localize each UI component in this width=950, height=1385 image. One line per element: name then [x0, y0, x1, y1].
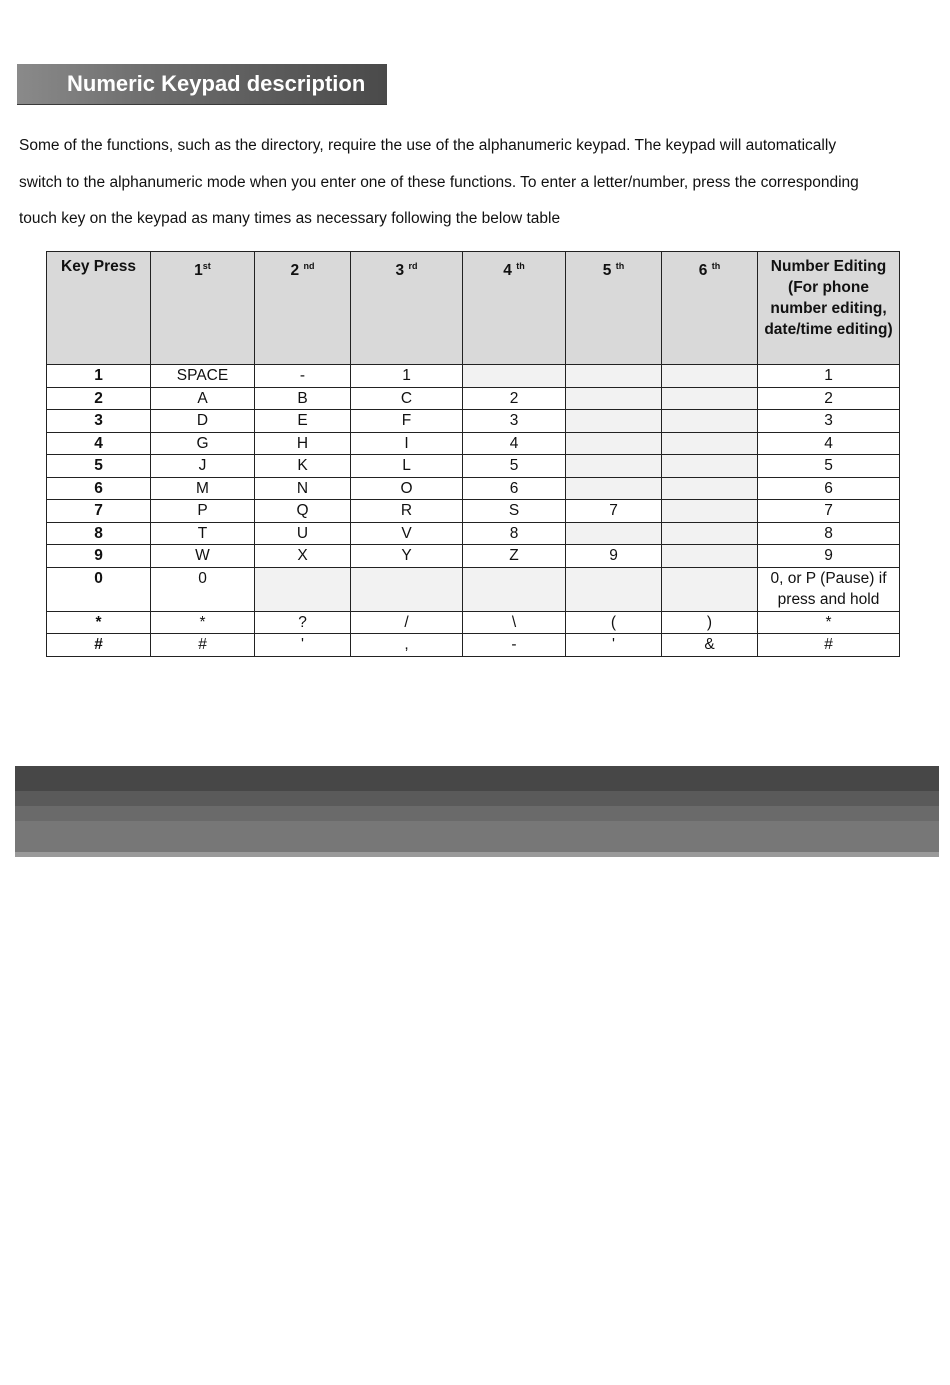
header-key-press: Key Press	[47, 252, 151, 365]
number-editing-cell: 4	[758, 432, 900, 455]
header-4th: 4 $^{th}$	[463, 252, 566, 365]
press-6-cell	[662, 410, 758, 433]
press-6-cell	[662, 365, 758, 388]
press-2-cell	[255, 567, 351, 611]
header-5th: 5 $^{th}$	[566, 252, 662, 365]
press-3-cell: C	[351, 387, 463, 410]
press-3-cell: Y	[351, 545, 463, 568]
press-3-cell: L	[351, 455, 463, 478]
press-1-cell: W	[151, 545, 255, 568]
press-4-cell: \	[463, 611, 566, 634]
key-press-cell: 8	[47, 522, 151, 545]
press-6-cell	[662, 477, 758, 500]
press-1-cell: G	[151, 432, 255, 455]
press-1-cell: A	[151, 387, 255, 410]
press-6-cell	[662, 455, 758, 478]
press-5-cell	[566, 477, 662, 500]
number-editing-cell: #	[758, 634, 900, 657]
press-5-cell: '	[566, 634, 662, 657]
press-2-cell: E	[255, 410, 351, 433]
footer-band-3	[15, 806, 939, 821]
press-5-cell: 7	[566, 500, 662, 523]
press-2-cell: -	[255, 365, 351, 388]
press-1-cell: *	[151, 611, 255, 634]
keypad-table	[46, 251, 900, 657]
press-5-cell: (	[566, 611, 662, 634]
press-3-cell	[351, 567, 463, 611]
number-editing-cell: 6	[758, 477, 900, 500]
key-press-cell: 9	[47, 545, 151, 568]
press-4-cell: -	[463, 634, 566, 657]
press-1-cell: T	[151, 522, 255, 545]
press-4-cell	[463, 365, 566, 388]
key-press-cell: 2	[47, 387, 151, 410]
table-row	[47, 410, 900, 433]
footer-band-2	[15, 791, 939, 806]
table-row	[47, 500, 900, 523]
press-4-cell	[463, 567, 566, 611]
key-press-cell: 1	[47, 365, 151, 388]
press-2-cell: '	[255, 634, 351, 657]
press-6-cell: )	[662, 611, 758, 634]
number-editing-cell: 8	[758, 522, 900, 545]
number-editing-cell: 3	[758, 410, 900, 433]
footer-band-1	[15, 766, 939, 791]
table-row	[47, 477, 900, 500]
table-row	[47, 611, 900, 634]
number-editing-cell: 5	[758, 455, 900, 478]
press-3-cell: /	[351, 611, 463, 634]
press-6-cell	[662, 522, 758, 545]
table-row	[47, 387, 900, 410]
header-1st: 1st	[151, 252, 255, 365]
footer-band-4	[15, 821, 939, 852]
press-1-cell: SPACE	[151, 365, 255, 388]
press-1-cell: D	[151, 410, 255, 433]
key-press-cell: 4	[47, 432, 151, 455]
intro-line: touch key on the keypad as many times as necessary following the below table	[19, 210, 561, 227]
press-2-cell: N	[255, 477, 351, 500]
press-3-cell: 1	[351, 365, 463, 388]
key-press-cell: #	[47, 634, 151, 657]
press-5-cell	[566, 432, 662, 455]
intro-line: switch to the alphanumeric mode when you enter one of these functions. To enter a letter/number, press the corresponding	[19, 173, 859, 191]
key-press-cell: 7	[47, 500, 151, 523]
press-5-cell	[566, 365, 662, 388]
press-5-cell	[566, 410, 662, 433]
press-3-cell: V	[351, 522, 463, 545]
press-5-cell	[566, 455, 662, 478]
press-4-cell: S	[463, 500, 566, 523]
press-6-cell	[662, 567, 758, 611]
press-6-cell: &	[662, 634, 758, 657]
press-4-cell: 5	[463, 455, 566, 478]
number-editing-cell: 0, or P (Pause) if press and hold	[758, 567, 900, 611]
table-row	[47, 432, 900, 455]
number-editing-cell: 9	[758, 545, 900, 568]
press-3-cell: ,	[351, 634, 463, 657]
key-press-cell: 0	[47, 567, 151, 611]
press-4-cell: 3	[463, 410, 566, 433]
press-3-cell: I	[351, 432, 463, 455]
header-2nd: 2 $^{nd}$	[255, 252, 351, 365]
section-title: Numeric Keypad description	[67, 71, 366, 96]
number-editing-cell: *	[758, 611, 900, 634]
press-3-cell: F	[351, 410, 463, 433]
number-editing-cell: 7	[758, 500, 900, 523]
press-1-cell: 0	[151, 567, 255, 611]
table-row	[47, 365, 900, 388]
press-4-cell: 6	[463, 477, 566, 500]
key-press-cell: 5	[47, 455, 151, 478]
table-row	[47, 522, 900, 545]
header-6th: 6 $^{th}$	[662, 252, 758, 365]
footer-band-5	[15, 852, 939, 857]
press-1-cell: #	[151, 634, 255, 657]
press-4-cell: 4	[463, 432, 566, 455]
header-3rd: 3 $^{rd}$	[351, 252, 463, 365]
table-row	[47, 567, 900, 611]
press-4-cell: 2	[463, 387, 566, 410]
table-header-row	[47, 252, 900, 365]
press-2-cell: K	[255, 455, 351, 478]
header-number-editing: Number Editing (For phone number editing, date/time editing)	[758, 252, 900, 365]
press-6-cell	[662, 387, 758, 410]
press-1-cell: J	[151, 455, 255, 478]
intro-paragraph	[19, 128, 929, 238]
key-press-cell: 3	[47, 410, 151, 433]
press-2-cell: ?	[255, 611, 351, 634]
press-2-cell: Q	[255, 500, 351, 523]
press-1-cell: P	[151, 500, 255, 523]
section-title-bar	[17, 64, 387, 105]
intro-line: Some of the functions, such as the directory, require the use of the alphanumeric keypad. The keypad will automatically	[19, 137, 837, 154]
press-1-cell: M	[151, 477, 255, 500]
key-press-cell: *	[47, 611, 151, 634]
press-3-cell: O	[351, 477, 463, 500]
press-4-cell: Z	[463, 545, 566, 568]
press-6-cell	[662, 545, 758, 568]
table-body	[47, 365, 900, 657]
key-press-cell: 6	[47, 477, 151, 500]
press-2-cell: B	[255, 387, 351, 410]
number-editing-cell: 2	[758, 387, 900, 410]
press-5-cell	[566, 387, 662, 410]
press-5-cell: 9	[566, 545, 662, 568]
press-4-cell: 8	[463, 522, 566, 545]
press-6-cell	[662, 500, 758, 523]
press-3-cell: R	[351, 500, 463, 523]
press-5-cell	[566, 522, 662, 545]
table-row	[47, 455, 900, 478]
press-2-cell: X	[255, 545, 351, 568]
press-6-cell	[662, 432, 758, 455]
press-2-cell: H	[255, 432, 351, 455]
table-row	[47, 634, 900, 657]
press-2-cell: U	[255, 522, 351, 545]
press-5-cell	[566, 567, 662, 611]
number-editing-cell: 1	[758, 365, 900, 388]
table-row	[47, 545, 900, 568]
